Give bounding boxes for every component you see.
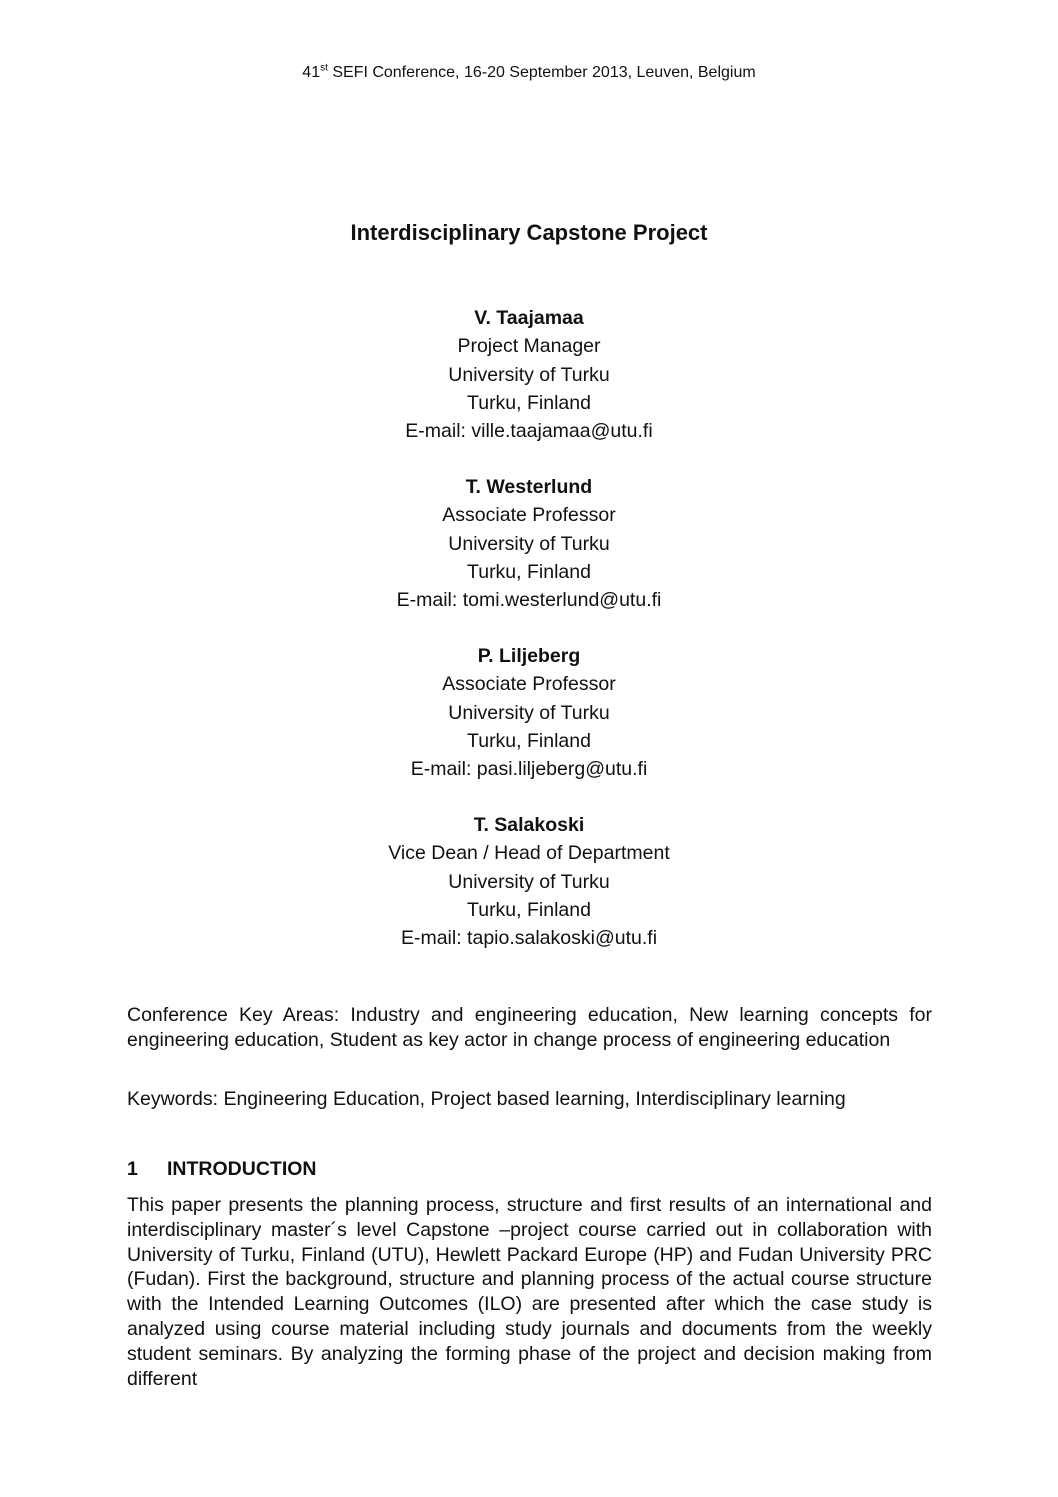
conference-key-areas: Conference Key Areas: Industry and engineering education, New learning concepts for engineering education, Student as key actor in change process of engineering education [127, 1004, 932, 1051]
author-position: Associate Professor [442, 504, 616, 527]
author-location: Turku, Finland [467, 729, 591, 752]
section-number: 1 [127, 1158, 138, 1180]
section-heading [127, 1157, 932, 1181]
author-name: V. Taajamaa [474, 307, 584, 329]
author-block [0, 642, 1058, 783]
paper-title: Interdisciplinary Capstone Project [350, 220, 708, 245]
author-block [0, 473, 1058, 614]
author-location: Turku, Finland [467, 391, 591, 414]
author-position: Vice Dean / Head of Department [388, 842, 670, 865]
author-institution: University of Turku [448, 870, 610, 893]
author-institution: University of Turku [448, 363, 610, 386]
author-position: Associate Professor [442, 673, 616, 696]
introduction-paragraph: This paper presents the planning process, structure and first results of an international and interdisciplinary master´s level Capstone –project course carried out in collaboration with University of Turku, Finland (UTU), Hewlett Packard Europe (HP) and Fudan University PRC (Fudan). First the background, structure and planning process of the actual course structure with the Intended Learning Outcomes (ILO) are presented after which the case study is analyzed using course material including study journals and documents from the weekly student seminars. By analyzing the forming phase of the project and decision making from different [127, 1194, 932, 1390]
author-location: Turku, Finland [467, 560, 591, 583]
author-name: T. Salakoski [473, 814, 585, 836]
author-email: E-mail: tapio.salakoski@utu.fi [400, 927, 658, 950]
author-position: Project Manager [457, 335, 601, 358]
conference-ordinal: st [320, 62, 328, 74]
conference-number: 41 [302, 64, 321, 81]
section-title: INTRODUCTION [167, 1158, 317, 1180]
author-name: P. Liljeberg [477, 645, 581, 667]
author-email: E-mail: ville.taajamaa@utu.fi [405, 420, 653, 443]
author-name: T. Westerlund [465, 476, 593, 498]
author-email: E-mail: pasi.liljeberg@utu.fi [410, 758, 648, 781]
author-location: Turku, Finland [467, 898, 591, 921]
running-header [0, 62, 1058, 84]
keywords: Keywords: Engineering Education, Project based learning, Interdisciplinary learning [127, 1088, 846, 1110]
author-block [0, 304, 1058, 445]
conference-details: SEFI Conference, 16-20 September 2013, Leuven, Belgium [327, 64, 756, 81]
author-block [0, 811, 1058, 952]
author-email: E-mail: tomi.westerlund@utu.fi [396, 589, 662, 612]
author-institution: University of Turku [448, 532, 610, 555]
author-institution: University of Turku [448, 701, 610, 724]
